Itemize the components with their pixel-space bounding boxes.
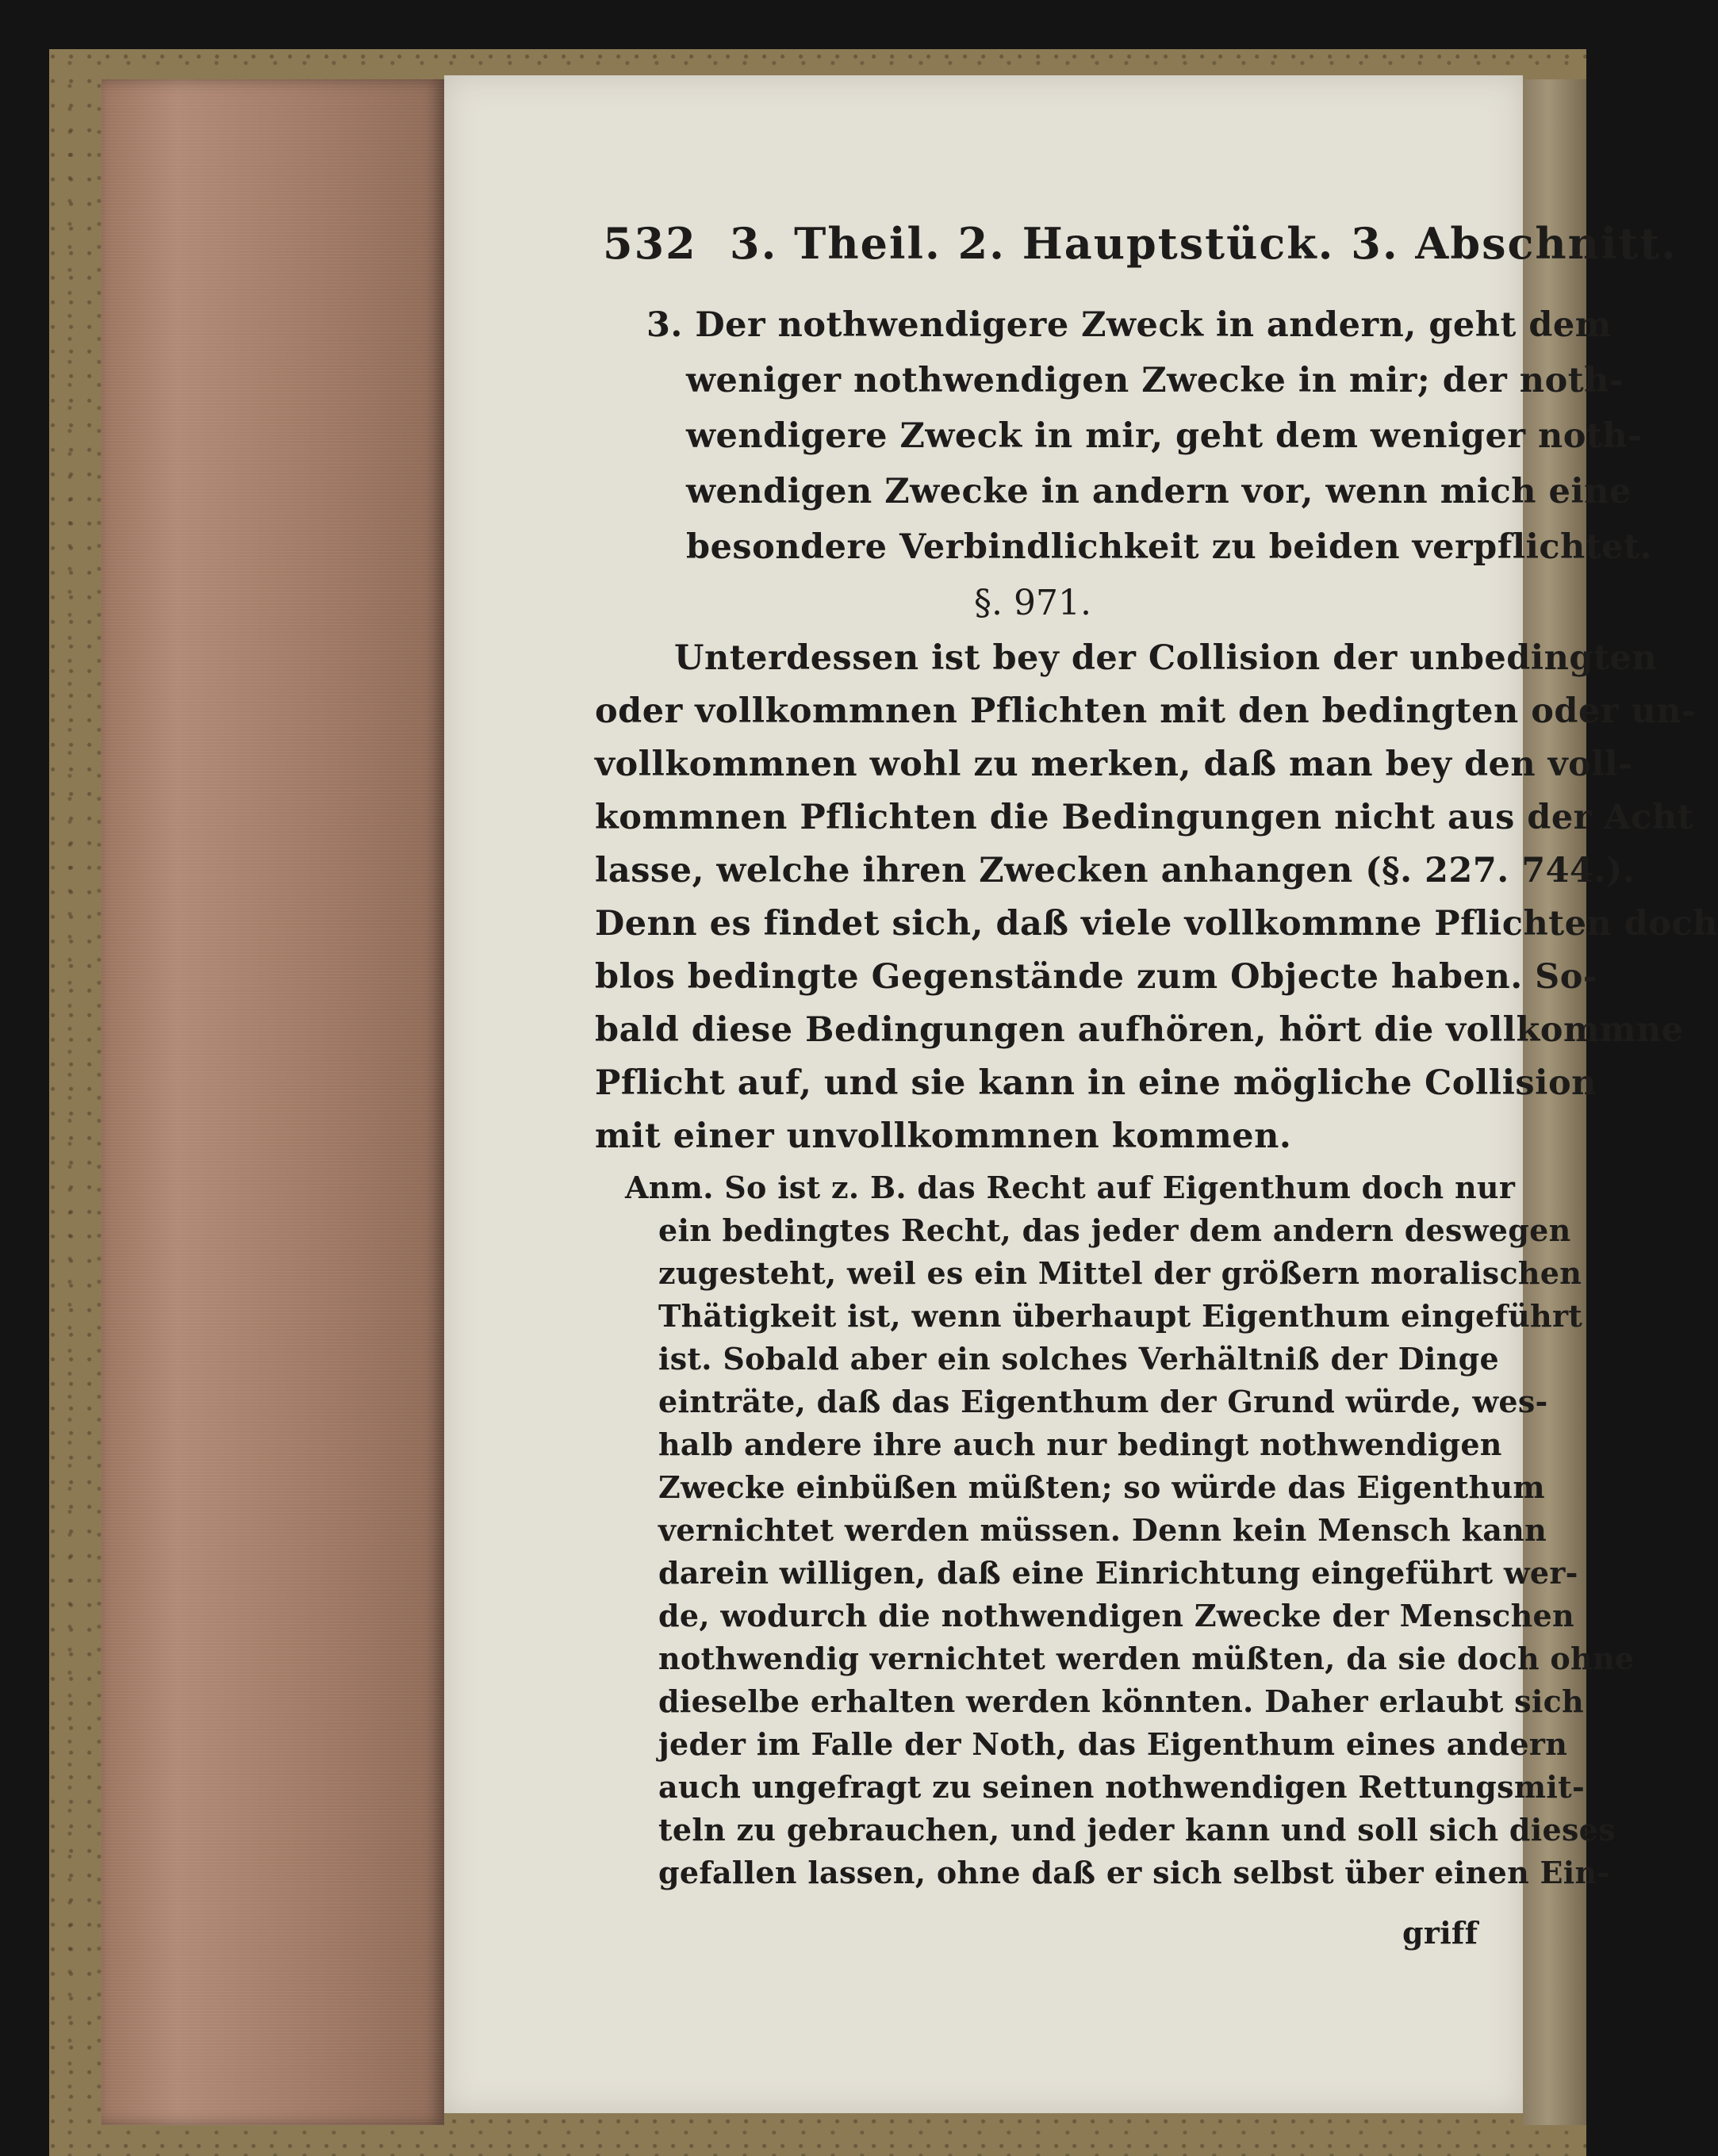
note-line: ein bedingtes Recht, das jeder dem andern deswegen [658, 1212, 1571, 1248]
rule3-line: wendigen Zwecke in andern vor, wenn mich eine [686, 472, 1632, 511]
rule3-line: weniger nothwendigen Zwecke in mir; der noth- [686, 361, 1624, 400]
book-page [444, 75, 1718, 2113]
note-line: darein willigen, daß eine Einrichtung eingeführt wer- [658, 1555, 1578, 1591]
note-line: zugesteht, weil es ein Mittel der größern moralischen [658, 1255, 1582, 1291]
rule3-line: wendigere Zweck in mir, geht dem weniger noth- [686, 416, 1643, 456]
section-number: §. 971. [974, 583, 1091, 623]
paragraph-line: mit einer unvollkommnen kommen. [595, 1116, 1292, 1156]
note-line: teln zu gebrauchen, und jeder kann und soll sich dieses [658, 1812, 1616, 1848]
running-title: 3. Theil. 2. Hauptstück. 3. Abschnitt. [730, 218, 1678, 269]
catchword: griff [1402, 1915, 1478, 1951]
note-line: Anm. So ist z. B. das Recht auf Eigenthum doch nur [625, 1170, 1516, 1205]
paragraph-line: Pflicht auf, und sie kann in eine mögliche Collision [595, 1063, 1597, 1103]
book-fore-edge [102, 79, 444, 2125]
rule3-line: besondere Verbindlichkeit zu beiden verpflichtet. [686, 527, 1652, 567]
rule3-line: 3. Der nothwendigere Zweck in andern, geht dem [646, 305, 1612, 345]
note-line: auch ungefragt zu seinen nothwendigen Rettungsmit- [658, 1769, 1586, 1805]
note-line: Zwecke einbüßen müßten; so würde das Eigenthum [658, 1469, 1545, 1505]
paragraph-line: kommnen Pflichten die Bedingungen nicht aus der Acht [595, 798, 1693, 837]
note-line: gefallen lassen, ohne daß er sich selbst über einen Ein- [658, 1855, 1610, 1890]
paragraph-line: bald diese Bedingungen aufhören, hört die vollkommne [595, 1010, 1684, 1050]
paragraph-line: oder vollkommnen Pflichten mit den bedingten oder un- [595, 691, 1697, 731]
note-line: dieselbe erhalten werden könnten. Daher erlaubt sich [658, 1683, 1584, 1719]
note-line: halb andere ihre auch nur bedingt nothwendigen [658, 1426, 1502, 1462]
note-line: ist. Sobald aber ein solches Verhältniß der Dinge [658, 1341, 1499, 1377]
paragraph-line: Denn es findet sich, daß viele vollkommne Pflichten doch [595, 904, 1718, 944]
note-line: de, wodurch die nothwendigen Zwecke der Menschen [658, 1598, 1574, 1633]
paragraph-line: lasse, welche ihren Zwecken anhangen (§. 227. 744.). [595, 851, 1636, 890]
note-line: jeder im Falle der Noth, das Eigenthum eines andern [658, 1726, 1568, 1762]
note-line: Thätigkeit ist, wenn überhaupt Eigenthum eingeführt [658, 1298, 1583, 1334]
paragraph-line: Unterdessen ist bey der Collision der unbedingten [674, 638, 1657, 678]
note-line: vernichtet werden müssen. Denn kein Mensch kann [658, 1512, 1547, 1548]
paragraph-line: blos bedingte Gegenstände zum Objecte haben. So- [595, 957, 1598, 997]
note-line: nothwendig vernichtet werden müßten, da sie doch ohne [658, 1641, 1635, 1676]
paragraph-line: vollkommnen wohl zu merken, daß man bey den voll- [595, 745, 1633, 784]
page-number: 532 [603, 218, 697, 269]
note-line: einträte, daß das Eigenthum der Grund würde, wes- [658, 1384, 1548, 1419]
